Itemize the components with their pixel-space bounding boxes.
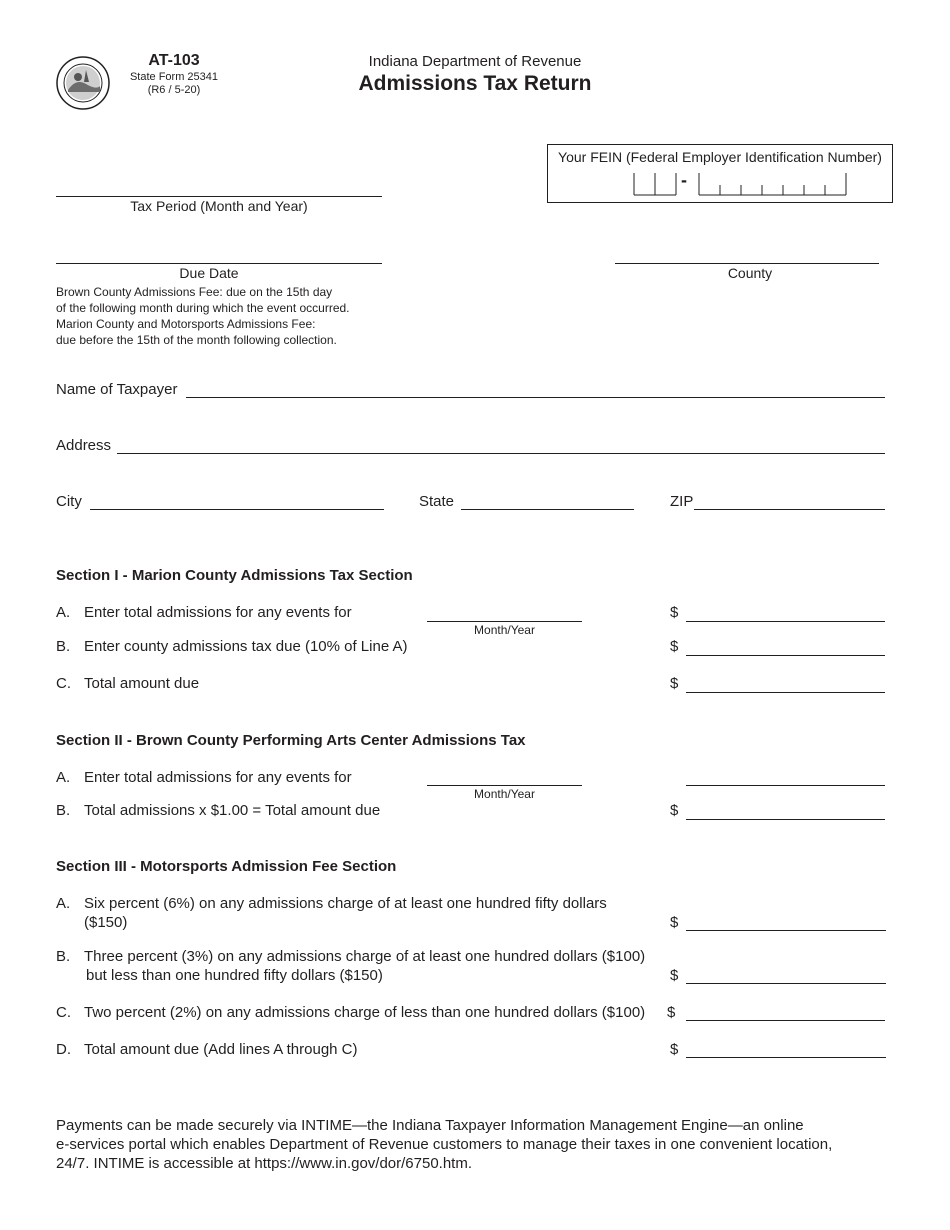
payment-info-line: 24/7. INTIME is accessible at https://www.in.gov/dor/6750.htm. <box>56 1155 473 1172</box>
month-year-label: Month/Year <box>474 623 535 637</box>
due-date-label: Due Date <box>179 265 239 281</box>
line-letter: C. <box>56 1004 71 1021</box>
line-letter: C. <box>56 675 71 692</box>
section-3-line-a-text: Six percent (6%) on any admissions charge of at least one hundred fifty dollars <box>84 895 607 912</box>
section-1-line-a-text: Enter total admissions for any events for <box>84 604 352 621</box>
line-letter: B. <box>56 948 71 965</box>
form-code: AT-103 <box>148 52 200 69</box>
form-revision: (R6 / 5-20) <box>147 84 201 96</box>
county-label: County <box>727 265 773 281</box>
line-letter: A. <box>56 895 71 912</box>
dollar-sign: $ <box>670 1041 679 1058</box>
city-label: City <box>56 493 82 510</box>
address-label: Address <box>56 437 112 454</box>
line-letter: A. <box>56 604 71 621</box>
line-letter: B. <box>56 638 71 655</box>
due-date-note <box>56 284 350 348</box>
section-3-line-a-text-cont: ($150) <box>84 914 128 931</box>
section-3-line-b-amount[interactable] <box>686 983 886 984</box>
dollar-sign: $ <box>667 1004 676 1021</box>
state-form-number: State Form 25341 <box>129 71 219 83</box>
state-label: State <box>419 493 455 510</box>
section-3-heading: Section III - Motorsports Admission Fee Section <box>56 858 397 875</box>
payment-info-line: Payments can be made securely via INTIME—the Indiana Taxpayer Information Management Engine—an online <box>56 1117 804 1134</box>
zip-field[interactable] <box>694 509 885 510</box>
due-date-line[interactable] <box>56 263 382 264</box>
due-note-line: Marion County and Motorsports Admissions Fee: <box>56 317 316 331</box>
section-1-line-b-amount[interactable] <box>686 655 885 656</box>
section-1-line-c-amount[interactable] <box>686 692 885 693</box>
zip-label: ZIP <box>670 493 694 510</box>
due-note-line: due before the 15th of the month following collection. <box>56 333 337 347</box>
dollar-sign: $ <box>670 638 679 655</box>
section-1-line-b-text: Enter county admissions tax due (10% of Line A) <box>84 638 408 655</box>
section-3-line-c-text: Two percent (2%) on any admissions charge of less than one hundred dollars ($100) <box>84 1004 646 1021</box>
section-2-line-a-text: Enter total admissions for any events for <box>84 769 352 786</box>
dollar-sign: $ <box>670 967 679 984</box>
month-year-label: Month/Year <box>474 787 535 801</box>
line-letter: B. <box>56 802 71 819</box>
section-3-line-d-text: Total amount due (Add lines A through C) <box>84 1041 358 1058</box>
taxpayer-name-label: Name of Taxpayer <box>56 381 178 398</box>
indiana-state-seal-icon <box>56 56 110 110</box>
dollar-sign: $ <box>670 914 679 931</box>
section-2-line-a-amount[interactable] <box>686 785 885 786</box>
line-letter: D. <box>56 1041 71 1058</box>
section-1-heading: Section I - Marion County Admissions Tax Section <box>56 567 413 584</box>
section-2-heading: Section II - Brown County Performing Arts Center Admissions Tax <box>56 732 526 749</box>
section-3-line-c-amount[interactable] <box>686 1020 885 1021</box>
section-3-line-b-text: Three percent (3%) on any admissions charge of at least one hundred dollars ($100) <box>84 948 646 965</box>
dollar-sign: $ <box>670 604 679 621</box>
fein-label: Your FEIN (Federal Employer Identification Number) <box>558 149 882 165</box>
section-1-line-a-amount[interactable] <box>686 621 885 622</box>
tax-period-line[interactable] <box>56 196 382 197</box>
fein-box <box>547 144 893 203</box>
dollar-sign: $ <box>670 802 679 819</box>
fein-digit-boxes[interactable] <box>633 173 849 197</box>
due-note-line: Brown County Admissions Fee: due on the 15th day <box>56 285 333 299</box>
section-2-month-year-field[interactable] <box>427 785 582 786</box>
county-line[interactable] <box>615 263 879 264</box>
payment-info-line: e-services portal which enables Department of Revenue customers to manage their taxes in one convenient location, <box>56 1136 833 1153</box>
section-3-line-a-amount[interactable] <box>686 930 886 931</box>
section-3-line-b-text-cont: but less than one hundred fifty dollars ($150) <box>86 967 383 984</box>
section-1-month-year-field[interactable] <box>427 621 582 622</box>
payment-info-paragraph <box>56 1116 886 1173</box>
dollar-sign: $ <box>670 675 679 692</box>
page-title: Admissions Tax Return <box>358 72 592 95</box>
section-1-line-c-text: Total amount due <box>84 675 200 692</box>
state-field[interactable] <box>461 509 634 510</box>
taxpayer-name-field[interactable] <box>186 397 885 398</box>
tax-period-label: Tax Period (Month and Year) <box>130 198 308 214</box>
due-note-line: of the following month during which the event occurred. <box>56 301 350 315</box>
address-field[interactable] <box>117 453 885 454</box>
fein-separator: - <box>681 170 687 190</box>
department-name: Indiana Department of Revenue <box>368 53 582 70</box>
line-letter: A. <box>56 769 71 786</box>
section-3-line-d-amount[interactable] <box>686 1057 886 1058</box>
section-2-line-b-amount[interactable] <box>686 819 885 820</box>
city-field[interactable] <box>90 509 384 510</box>
section-2-line-b-text: Total admissions x $1.00 = Total amount due <box>84 802 381 819</box>
